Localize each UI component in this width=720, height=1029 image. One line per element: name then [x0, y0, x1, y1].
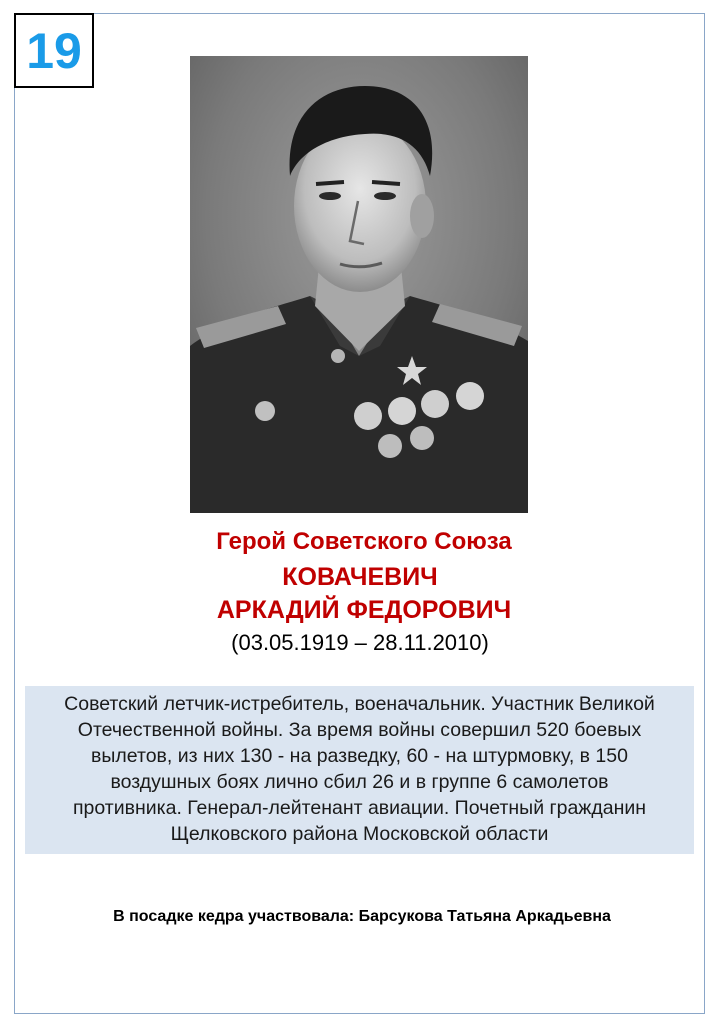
life-dates: (03.05.1919 – 28.11.2010) — [231, 630, 489, 655]
bio-line: противника. Генерал-лейтенант авиации. Почетный гражданин — [72, 797, 647, 819]
bio-line: вылетов, из них 130 - на разведку, 60 - на штурмовку, в 150 — [91, 745, 628, 767]
card-number-box — [14, 13, 94, 88]
bio-line: Советский летчик-истребитель, военачальник. Участник Великой — [64, 693, 655, 715]
hero-surname: КОВАЧЕВИЧ — [282, 563, 438, 591]
biography-block — [25, 686, 694, 854]
bio-line: Щелковского района Московской области — [170, 823, 549, 845]
hero-title: Герой Советского Союза — [216, 528, 512, 555]
planter-credit: В посадке кедра участвовала: Барсукова Татьяна Аркадьевна — [113, 908, 611, 925]
card-number: 19 — [26, 22, 82, 79]
bio-line: воздушных боях лично сбил 26 и в группе 6 самолетов — [110, 771, 609, 793]
hero-given-names: АРКАДИЙ ФЕДОРОВИЧ — [216, 596, 512, 624]
bio-line: Отечественной войны. За время войны совершил 520 боевых — [77, 719, 642, 741]
portrait-photo — [190, 56, 528, 513]
